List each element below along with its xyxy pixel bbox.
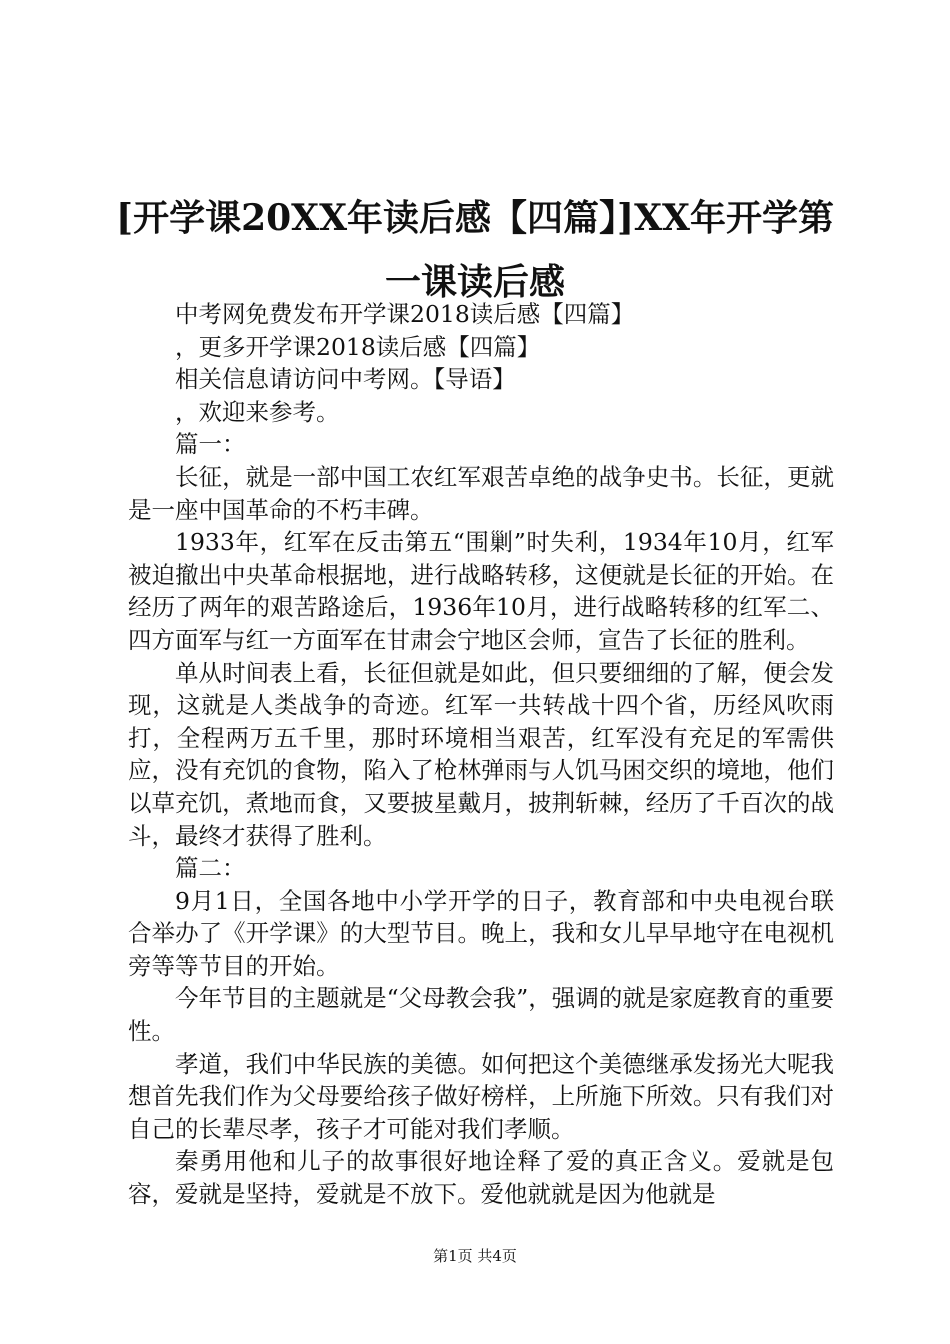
paragraph: ，更多开学课2018读后感【四篇】	[175, 332, 541, 361]
paragraph: 相关信息请访问中考网。【导语】	[175, 365, 516, 394]
paragraph: 9月1日，全国各地中小学开学的日子，教育部和中央电视台联合举办了《开学课》的大型节目。晚上，我和女儿早早地守在电视机旁等等节目的开始。	[128, 886, 834, 980]
section-heading: 篇一：	[175, 430, 246, 459]
paragraph: 今年节目的主题就是“父母教会我”，强调的就是家庭教育的重要性。	[128, 984, 834, 1046]
document-title	[100, 186, 850, 314]
section-heading: 篇二：	[175, 854, 246, 883]
document-body	[128, 298, 834, 1211]
title-line-2: 一课读后感	[384, 261, 565, 303]
page-footer: 第1页 共4页	[433, 1247, 517, 1265]
paragraph: ，欢迎来参考。	[175, 397, 340, 426]
paragraph: 孝道，我们中华民族的美德。如何把这个美德继承发扬光大呢我想首先我们作为父母要给孩子做好榜样，上所施下所效。只有我们对自己的长辈尽孝，孩子才可能对我们孝顺。	[128, 1049, 834, 1143]
paragraph: 单从时间表上看，长征但就是如此，但只要细细的了解，便会发现，这就是人类战争的奇迹。红军一共转战十四个省，历经风吹雨打，全程两万五千里，那时环境相当艰苦，红军没有充足的军需供应，没有充饥的食物，陷入了枪林弹雨与人饥马困交织的境地，他们以草充饥，煮地而食，又要披星戴月，披荆斩棘，经历了千百次的战斗，最终才获得了胜利。	[128, 658, 834, 850]
paragraph: 中考网免费发布开学课2018读后感【四篇】	[175, 300, 635, 328]
title-line-1: [开学课20XX年读后感【四篇】]XX年开学第	[116, 197, 834, 239]
paragraph: 1933年，红军在反击第五“围剿”时失利，1934年10月，红军被迫撤出中央革命根据地，进行战略转移，这便就是长征的开始。在经历了两年的艰苦路途后，1936年10月，进行战略转移的红军二、四方面军与红一方面军在甘肃会宁地区会师，宣告了长征的胜利。	[128, 528, 834, 654]
paragraph: 秦勇用他和儿子的故事很好地诠释了爱的真正含义。爱就是包容，爱就是坚持，爱就是不放下。爱他就就是因为他就是	[128, 1147, 834, 1209]
paragraph: 长征，就是一部中国工农红军艰苦卓绝的战争史书。长征，更就是一座中国革命的不朽丰碑。	[128, 462, 834, 524]
